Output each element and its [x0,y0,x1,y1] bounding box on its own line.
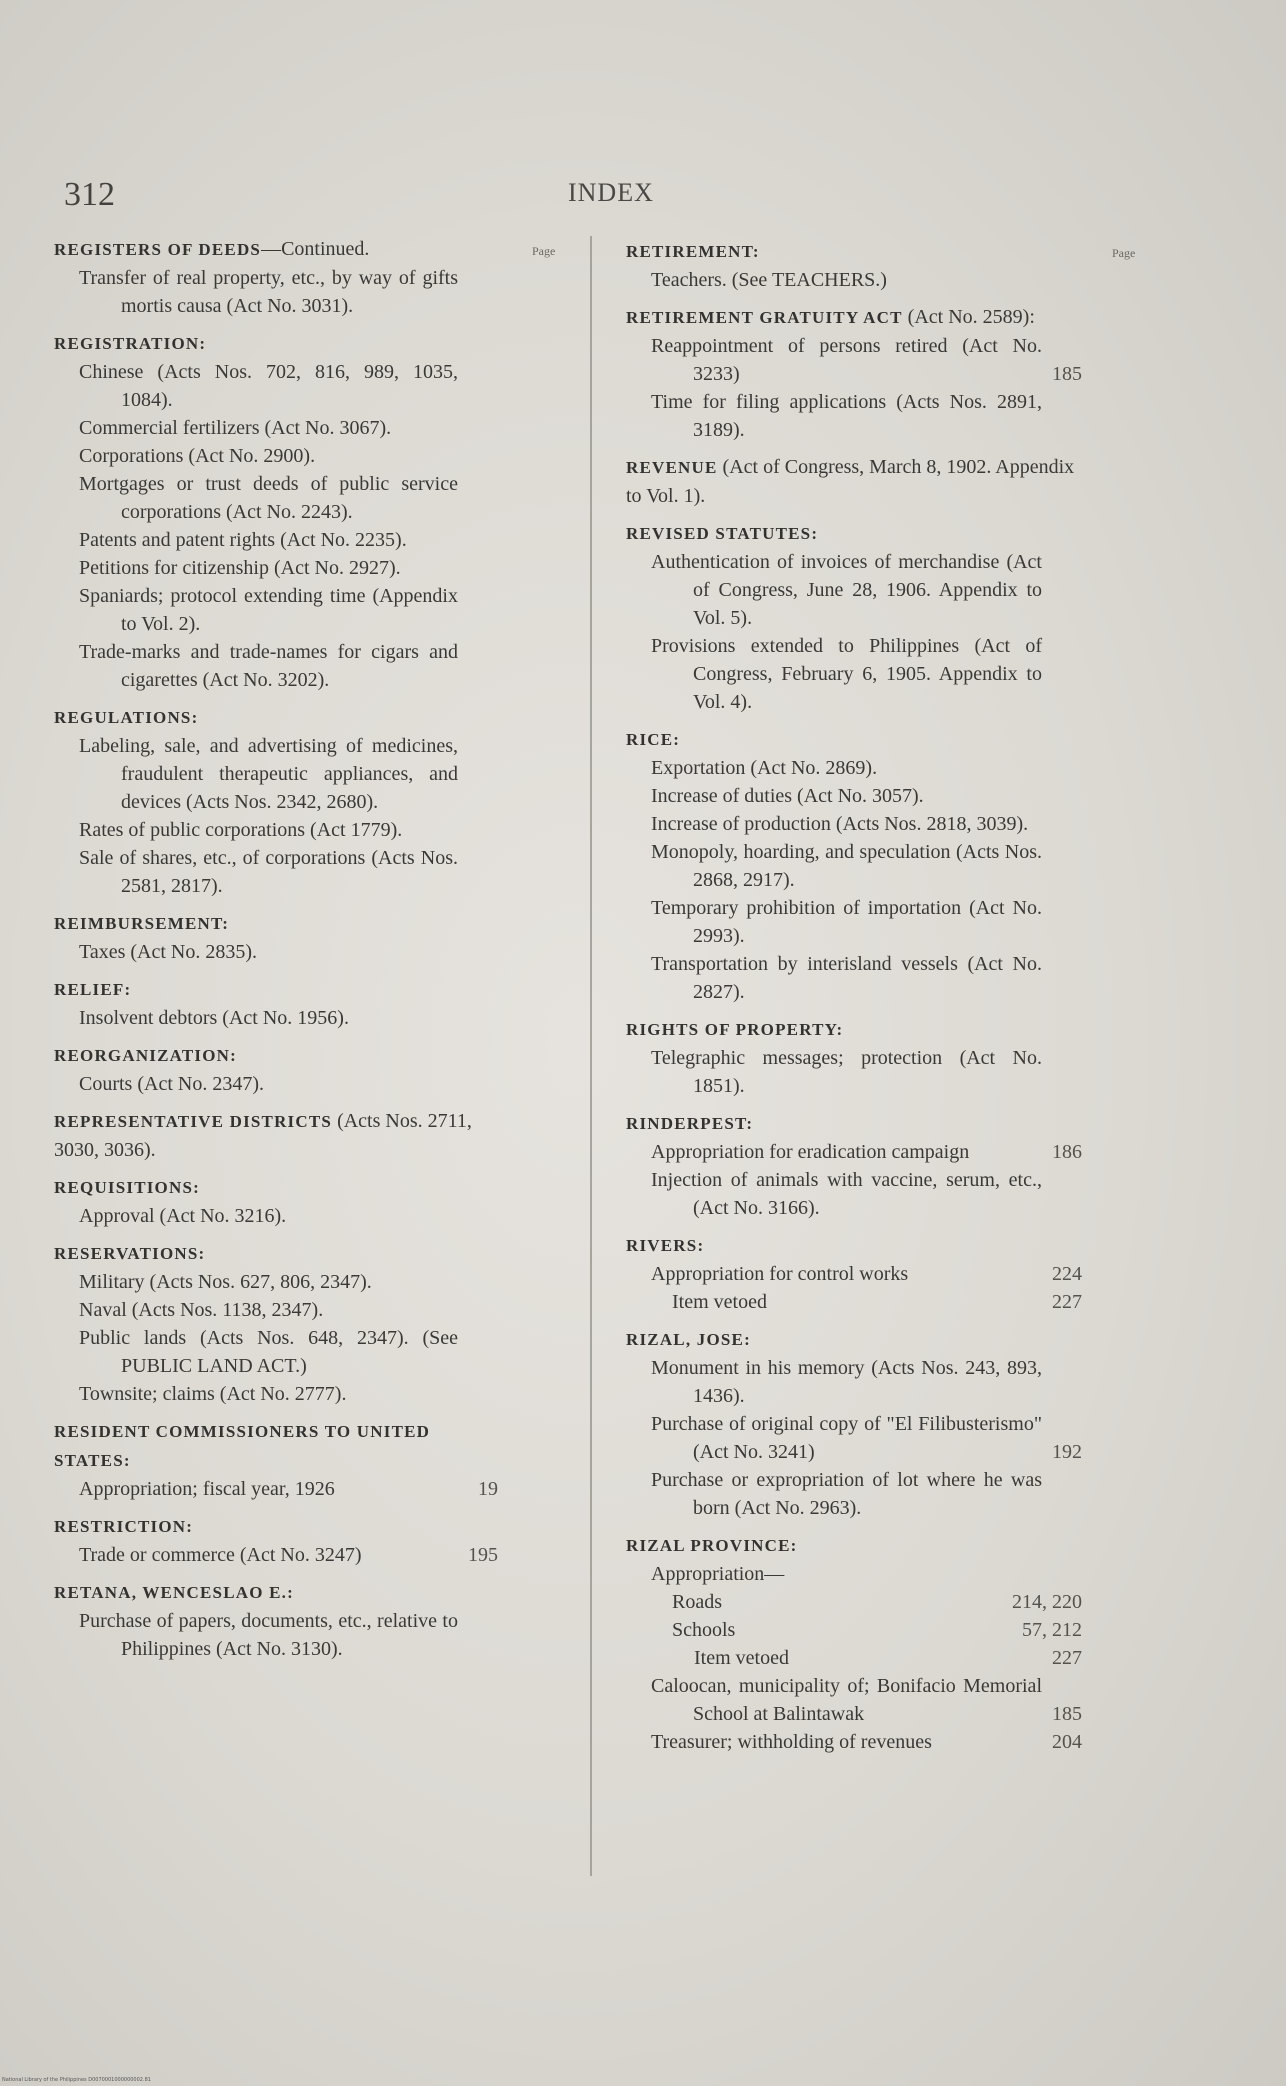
index-entry [54,1512,498,1569]
index-heading-line [54,235,498,264]
index-page-ref: 227 [1052,1647,1082,1669]
index-heading-note: —Continued. [261,238,370,260]
index-heading-line [54,703,498,732]
index-heading: RIGHTS OF PROPERTY: [626,1020,844,1039]
index-heading: REVENUE [626,458,718,477]
index-subentry-text: Taxes (Act No. 2835). [79,941,257,963]
index-subentry [54,1004,498,1032]
index-subentry [54,442,498,470]
index-heading: REQUISITIONS: [54,1178,200,1197]
index-subentry [626,388,1082,444]
index-subentry [54,1070,498,1098]
index-heading-line [54,909,498,938]
index-subentry [54,414,498,442]
index-page-ref: 224 [1052,1263,1082,1285]
index-heading-line [626,453,1082,510]
index-subentry [54,1324,498,1380]
index-subentry [626,838,1082,894]
index-heading-line [626,237,1082,266]
index-subentry-text: Mortgages or trust deeds of public service corporations (Act No. 2243). [79,473,458,523]
index-heading: REPRESENTATIVE DISTRICTS [54,1112,333,1131]
index-subentry-text: Schools [672,1619,736,1641]
index-entry [626,1325,1082,1522]
index-subentry-text: Increase of duties (Act No. 3057). [651,785,924,807]
index-heading-line [626,1531,1082,1560]
index-heading: REORGANIZATION: [54,1046,237,1065]
index-subentry [626,1260,1082,1288]
index-subentry-text: Petitions for citizenship (Act No. 2927). [79,557,401,579]
index-subentry-text: Trade or commerce (Act No. 3247) [79,1544,362,1566]
index-subentry-text: Sale of shares, etc., of corporations (Acts Nos. 2581, 2817). [79,847,458,897]
index-subentry-text: Appropriation— [651,1563,785,1585]
index-subentry [626,1410,1082,1466]
index-heading-note: (Act of Congress, March 8, 1902. Appendix to Vol. 1). [626,456,1075,507]
index-page-ref: 19 [478,1478,498,1500]
index-subentry-text: Approval (Act No. 3216). [79,1205,287,1227]
index-heading-line [54,1173,498,1202]
index-entry [626,519,1082,716]
index-subentry [626,1728,1082,1756]
index-subentry-text: Caloocan, municipality of; Bonifacio Memorial School at Balintawak [651,1675,1042,1725]
index-heading: RETIREMENT: [626,242,760,261]
index-subentry [54,816,498,844]
index-heading: RIZAL, JOSE: [626,1330,751,1349]
index-entry [54,1417,498,1503]
index-subentry [54,470,498,526]
index-subentry [626,1616,1082,1644]
index-heading-line [626,1109,1082,1138]
index-heading-line [54,1512,498,1541]
index-subentry [626,1588,1082,1616]
index-subentry-text: Rates of public corporations (Act 1779). [79,819,403,841]
index-subentry-text: Monument in his memory (Acts Nos. 243, 893, 1436). [651,1357,1042,1407]
index-subentry-text: Townsite; claims (Act No. 2777). [79,1383,347,1405]
index-heading: RICE: [626,730,681,749]
index-subentry [54,938,498,966]
running-head: INDEX [568,178,654,207]
index-entry [626,453,1082,510]
index-subentry [626,1466,1082,1522]
index-heading: RESIDENT COMMISSIONERS TO UNITED STATES: [54,1422,431,1470]
index-page-ref: 185 [1052,363,1082,385]
index-heading-line [626,725,1082,754]
index-entry [626,303,1082,444]
index-subentry [54,732,498,816]
index-entry [54,235,498,320]
index-subentry [54,1202,498,1230]
index-page-ref: 214, 220 [1012,1591,1082,1613]
index-subentry [626,782,1082,810]
index-subentry [626,1354,1082,1410]
index-subentry [626,548,1082,632]
index-heading-line [54,1107,498,1164]
index-subentry-text: Item vetoed [672,1291,767,1313]
index-subentry-text: Time for filing applications (Acts Nos. 2891, 3189). [651,391,1042,441]
index-heading: REIMBURSEMENT: [54,914,230,933]
index-subentry-text: Treasurer; withholding of revenues [651,1731,932,1753]
index-subentry-text: Purchase of papers, documents, etc., relative to Philippines (Act No. 3130). [79,1610,458,1660]
index-heading: RIVERS: [626,1236,705,1255]
index-heading-note: (Acts Nos. 2711, 3030, 3036). [54,1110,472,1161]
index-subentry-text: Reappointment of persons retired (Act No. 3233) [651,335,1042,385]
index-subentry-text: Transfer of real property, etc., by way of gifts mortis causa (Act No. 3031). [79,267,458,317]
index-heading: RESERVATIONS: [54,1244,206,1263]
index-page-ref: 204 [1052,1731,1082,1753]
index-subentry [54,638,498,694]
index-subentry-text: Provisions extended to Philippines (Act of Congress, February 6, 1905. Appendix to Vol. 4). [651,635,1042,713]
index-subentry [626,754,1082,782]
index-heading-line [626,1325,1082,1354]
left-index-column [54,235,498,1672]
index-heading: REGISTRATION: [54,334,207,353]
index-subentry-text: Appropriation for eradication campaign [651,1141,970,1163]
index-subentry-text: Roads [672,1591,722,1613]
index-subentry [626,1138,1082,1166]
index-heading: REVISED STATUTES: [626,524,819,543]
index-page-ref: 185 [1052,1703,1082,1725]
index-heading: RETIREMENT GRATUITY ACT [626,308,903,327]
left-page-column-label: Page [532,244,556,258]
index-subentry-text: Telegraphic messages; protection (Act No. 1851). [651,1047,1042,1097]
index-subentry-text: Commercial fertilizers (Act No. 3067). [79,417,392,439]
index-subentry-text: Increase of production (Acts Nos. 2818, 3039). [651,813,1029,835]
index-heading: RINDERPEST: [626,1114,754,1133]
index-entry [626,1231,1082,1316]
index-subentry [54,844,498,900]
index-heading-line [626,1015,1082,1044]
index-subentry-text: Trade-marks and trade-names for cigars and cigarettes (Act No. 3202). [79,641,458,691]
index-heading-line [54,329,498,358]
index-subentry [54,582,498,638]
index-subentry-text: Military (Acts Nos. 627, 806, 2347). [79,1271,372,1293]
index-page-ref: 192 [1052,1441,1082,1463]
index-subentry [54,554,498,582]
index-subentry [626,1288,1082,1316]
index-page-ref: 186 [1052,1141,1082,1163]
index-subentry [626,1166,1082,1222]
index-heading-line [54,1417,498,1475]
index-entry [54,975,498,1032]
index-subentry-text: Purchase or expropriation of lot where he was born (Act No. 2963). [651,1469,1042,1519]
index-heading-line [54,975,498,1004]
index-entry [54,703,498,900]
index-subentry [626,894,1082,950]
right-page-column-label: Page [1112,246,1136,260]
index-entry [54,1578,498,1663]
index-subentry-text: Labeling, sale, and advertising of medicines, fraudulent therapeutic appliances, and devices (Acts Nos. 2342, 2680). [79,735,458,813]
index-subentry [54,1296,498,1324]
index-entry [54,1107,498,1164]
index-heading: REGULATIONS: [54,708,199,727]
index-page-ref: 195 [468,1544,498,1566]
index-subentry-text: Appropriation for control works [651,1263,909,1285]
index-entry [626,1531,1082,1756]
index-subentry [54,1607,498,1663]
index-heading-line [626,519,1082,548]
index-subentry-text: Insolvent debtors (Act No. 1956). [79,1007,349,1029]
index-heading: REGISTERS OF DEEDS [54,240,262,259]
index-entry [626,1109,1082,1222]
index-subentry [626,1044,1082,1100]
right-index-column [626,237,1082,1765]
index-heading: RELIEF: [54,980,132,999]
index-subentry [626,266,1082,294]
index-subentry [54,264,498,320]
index-subentry-text: Chinese (Acts Nos. 702, 816, 989, 1035, 1084). [79,361,458,411]
index-subentry-text: Purchase of original copy of "El Filibusterismo" (Act No. 3241) [651,1413,1042,1463]
index-heading-line [626,1231,1082,1260]
index-entry [54,1173,498,1230]
index-subentry-text: Courts (Act No. 2347). [79,1073,264,1095]
index-subentry [54,358,498,414]
index-subentry [54,1541,498,1569]
index-entry [54,1041,498,1098]
index-page-ref: 227 [1052,1291,1082,1313]
index-subentry-text: Spaniards; protocol extending time (Appendix to Vol. 2). [79,585,458,635]
index-entry [626,1015,1082,1100]
index-subentry-text: Transportation by interisland vessels (Act No. 2827). [651,953,1042,1003]
index-subentry-text: Corporations (Act No. 2900). [79,445,316,467]
index-entry [54,329,498,694]
index-subentry [626,1644,1082,1672]
index-heading-line [54,1239,498,1268]
index-heading-line [626,303,1082,332]
index-subentry [54,1380,498,1408]
index-subentry-text: Appropriation; fiscal year, 1926 [79,1478,335,1500]
index-heading: RETANA, WENCESLAO E.: [54,1583,294,1602]
column-divider [590,236,592,1876]
index-subentry-text: Teachers. (See TEACHERS.) [651,269,887,291]
index-subentry [626,810,1082,838]
index-entry [626,237,1082,294]
index-subentry [626,950,1082,1006]
scan-footer: National Library of the Philippines D0070001000000002.81 [2,2077,151,2083]
index-subentry [626,1560,1082,1588]
index-entry [626,725,1082,1006]
index-heading: RESTRICTION: [54,1517,194,1536]
index-subentry [626,1672,1082,1728]
index-entry [54,1239,498,1408]
index-heading-line [54,1041,498,1070]
index-subentry [626,632,1082,716]
index-subentry [54,1475,498,1503]
index-page-ref: 57, 212 [1022,1619,1082,1641]
index-subentry-text: Exportation (Act No. 2869). [651,757,878,779]
index-subentry-text: Item vetoed [694,1647,789,1669]
index-subentry-text: Injection of animals with vaccine, serum, etc., (Act No. 3166). [651,1169,1042,1219]
index-subentry-text: Monopoly, hoarding, and speculation (Acts Nos. 2868, 2917). [651,841,1042,891]
index-subentry [54,1268,498,1296]
index-heading: RIZAL PROVINCE: [626,1536,798,1555]
index-subentry-text: Authentication of invoices of merchandise (Act of Congress, June 28, 1906. Appendix to Vol. 5). [651,551,1042,629]
index-heading-line [54,1578,498,1607]
index-subentry-text: Naval (Acts Nos. 1138, 2347). [79,1299,324,1321]
index-subentry-text: Patents and patent rights (Act No. 2235). [79,529,407,551]
index-heading-note: (Act No. 2589): [902,306,1035,328]
index-subentry-text: Temporary prohibition of importation (Act No. 2993). [651,897,1042,947]
index-subentry-text: Public lands (Acts Nos. 648, 2347). (See PUBLIC LAND ACT.) [79,1327,458,1377]
index-subentry [626,332,1082,388]
page-number: 312 [64,176,115,213]
index-entry [54,909,498,966]
index-subentry [54,526,498,554]
